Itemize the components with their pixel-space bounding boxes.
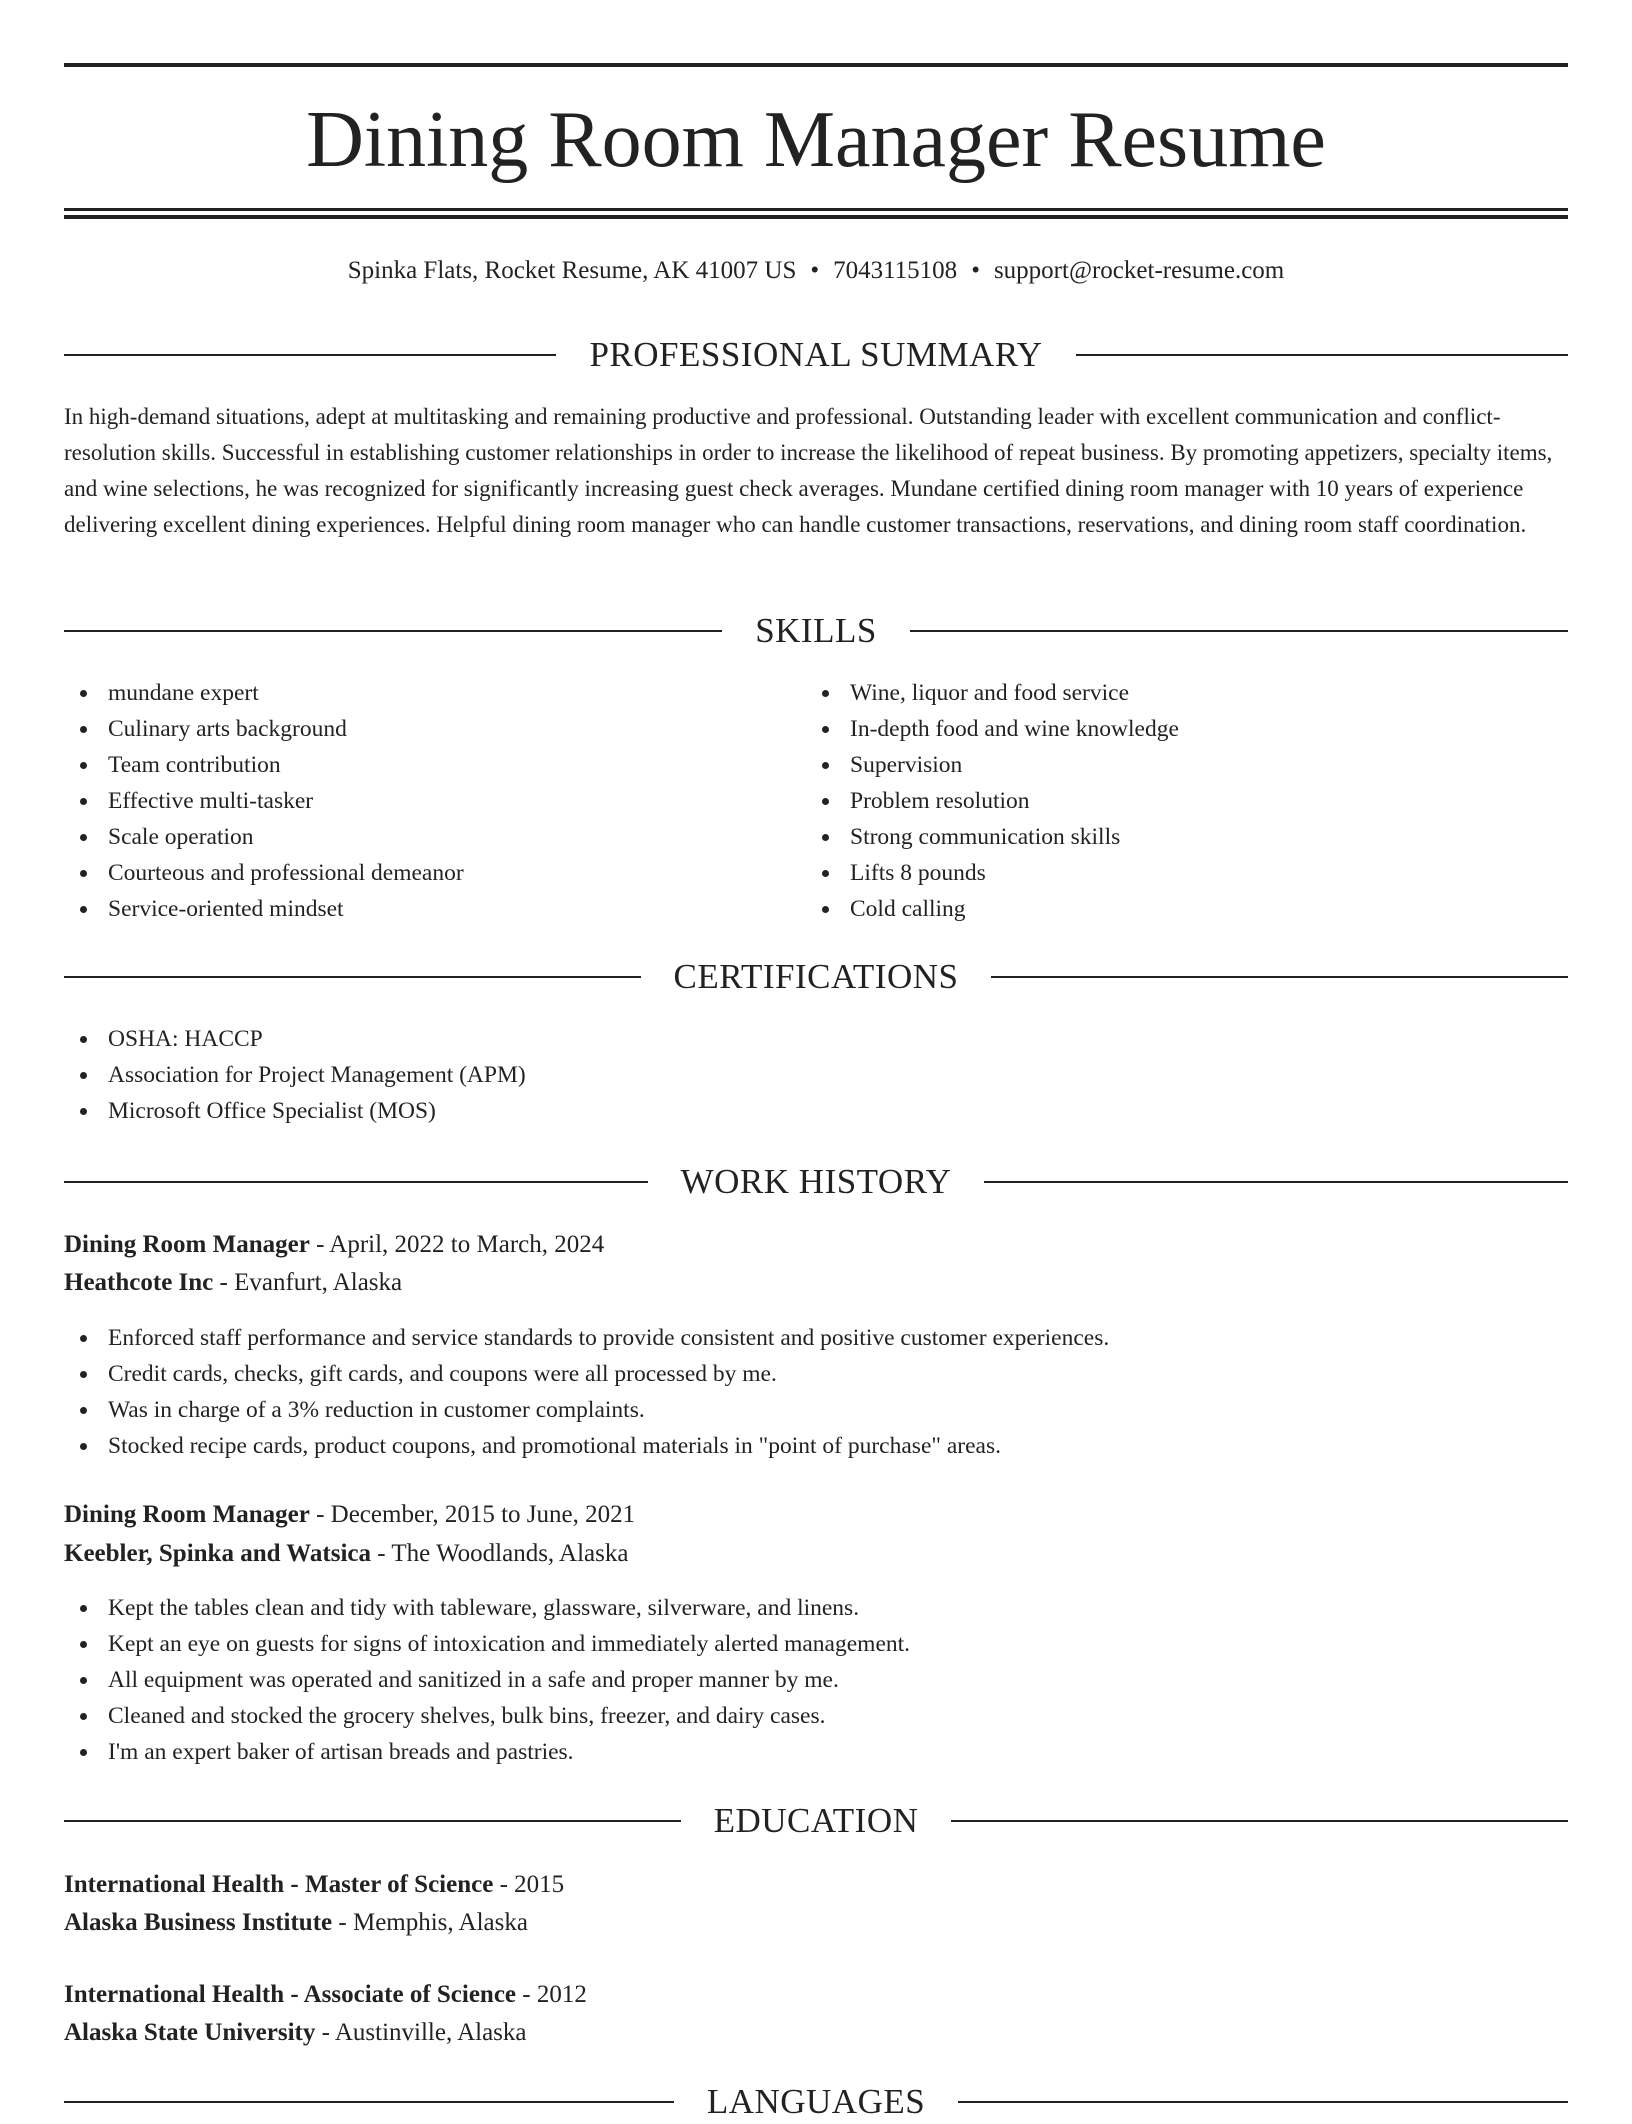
job-bullet: Was in charge of a 3% reduction in customer complaints.	[64, 1392, 1109, 1428]
skills-list-right	[806, 675, 1179, 927]
skill-item: Lifts 8 pounds	[806, 855, 1179, 891]
skill-item: Wine, liquor and food service	[806, 675, 1179, 711]
skill-item: In-depth food and wine knowledge	[806, 711, 1179, 747]
section-header-skills	[64, 609, 1568, 653]
job-bullets	[64, 1320, 1109, 1464]
contact-separator: •	[971, 257, 980, 284]
section-rule	[64, 630, 722, 632]
section-rule	[991, 976, 1568, 978]
education-degree: International Health - Master of Science	[64, 1871, 494, 1898]
section-header-summary	[64, 333, 1568, 377]
section-rule	[64, 1181, 648, 1183]
education-degree-line	[64, 1866, 564, 1904]
job-location: - Evanfurt, Alaska	[213, 1269, 403, 1296]
section-title: EDUCATION	[713, 1801, 919, 1840]
section-rule	[64, 354, 556, 356]
job-company: Keebler, Spinka and Watsica	[64, 1540, 372, 1567]
job-title-line	[64, 1496, 635, 1534]
skill-item: Strong communication skills	[806, 819, 1179, 855]
contact-separator: •	[810, 257, 820, 284]
contact-email[interactable]: support@rocket-resume.com	[993, 257, 1285, 284]
section-rule	[64, 1820, 681, 1822]
skills-list-left	[64, 675, 464, 927]
skill-item: Problem resolution	[806, 783, 1179, 819]
education-location: - Memphis, Alaska	[332, 1909, 528, 1936]
job-bullet: Enforced staff performance and service standards to provide consistent and positive customer experiences.	[64, 1320, 1109, 1356]
job-dates: - December, 2015 to June, 2021	[309, 1501, 636, 1528]
certifications-list	[64, 1021, 526, 1129]
skill-item: Effective multi-tasker	[64, 783, 464, 819]
section-title: SKILLS	[755, 611, 877, 650]
title-rule-lower	[64, 215, 1568, 219]
contact-address: Spinka Flats, Rocket Resume, AK 41007 US	[347, 257, 797, 284]
education-school-line	[64, 2014, 527, 2052]
education-location: - Austinville, Alaska	[315, 2019, 527, 2046]
skill-item: Service-oriented mindset	[64, 891, 464, 927]
section-rule	[1076, 354, 1568, 356]
job-title-line	[64, 1226, 604, 1264]
section-header-work-history	[64, 1160, 1568, 1204]
certification-item: Association for Project Management (APM)	[64, 1057, 526, 1093]
job-bullet: Credit cards, checks, gift cards, and coupons were all processed by me.	[64, 1356, 1109, 1392]
skill-item: Scale operation	[64, 819, 464, 855]
skill-item: Supervision	[806, 747, 1179, 783]
title-rule-upper	[64, 208, 1568, 211]
resume-title: Dining Room Manager Resume	[306, 96, 1326, 184]
education-school-line	[64, 1904, 528, 1942]
job-company-line	[64, 1264, 402, 1302]
certification-item: Microsoft Office Specialist (MOS)	[64, 1093, 526, 1129]
contact-line	[64, 254, 1568, 288]
job-company: Heathcote Inc	[64, 1269, 214, 1296]
section-rule	[910, 630, 1568, 632]
section-header-education	[64, 1799, 1568, 1843]
job-bullet: Cleaned and stocked the grocery shelves, bulk bins, freezer, and dairy cases.	[64, 1698, 910, 1734]
job-bullet: Stocked recipe cards, product coupons, and promotional materials in "point of purchase" areas.	[64, 1428, 1109, 1464]
job-company-line	[64, 1535, 628, 1573]
section-title: CERTIFICATIONS	[673, 957, 959, 996]
job-bullets	[64, 1590, 910, 1770]
skill-item: Culinary arts background	[64, 711, 464, 747]
section-header-certifications	[64, 955, 1568, 999]
skill-item: Courteous and professional demeanor	[64, 855, 464, 891]
section-rule	[958, 2101, 1568, 2103]
section-title: WORK HISTORY	[680, 1162, 952, 1201]
contact-phone[interactable]: 7043115108	[833, 257, 958, 284]
job-bullet: I'm an expert baker of artisan breads and pastries.	[64, 1734, 910, 1770]
certification-item: OSHA: HACCP	[64, 1021, 526, 1057]
education-degree-line	[64, 1976, 587, 2014]
section-rule	[951, 1820, 1568, 1822]
skill-item: Cold calling	[806, 891, 1179, 927]
job-bullet: Kept an eye on guests for signs of intoxication and immediately alerted management.	[64, 1626, 910, 1662]
top-rule	[64, 63, 1568, 67]
job-title: Dining Room Manager	[64, 1501, 310, 1528]
education-degree: International Health - Associate of Science	[64, 1981, 517, 2008]
section-rule	[64, 2101, 674, 2103]
summary-text: In high-demand situations, adept at multitasking and remaining productive and professional. Outstanding leader with excellent communication and conflict-resolution skills. Successful in establishing customer relationships in order to increase the likelihood of repeat business. By promoting appetizers, specialty items, and wine selections, he was recognized for significantly increasing guest check averages. Mundane certified dining room manager with 10 years of experience delivering excellent dining experiences. Helpful dining room manager who can handle customer transactions, reservations, and dining room staff coordination.	[64, 404, 1553, 537]
section-header-languages	[64, 2080, 1568, 2124]
skill-item: Team contribution	[64, 747, 464, 783]
job-bullet: All equipment was operated and sanitized in a safe and proper manner by me.	[64, 1662, 910, 1698]
job-bullet: Kept the tables clean and tidy with tableware, glassware, silverware, and linens.	[64, 1590, 910, 1626]
job-title: Dining Room Manager	[64, 1231, 310, 1258]
education-school: Alaska Business Institute	[64, 1909, 333, 1936]
section-title: PROFESSIONAL SUMMARY	[589, 335, 1043, 374]
job-dates: - April, 2022 to March, 2024	[309, 1231, 605, 1258]
section-rule	[984, 1181, 1568, 1183]
section-rule	[64, 976, 641, 978]
education-school: Alaska State University	[64, 2019, 316, 2046]
section-title: LANGUAGES	[706, 2082, 926, 2121]
education-year: - 2012	[516, 1981, 587, 2008]
education-year: - 2015	[493, 1871, 565, 1898]
skill-item: mundane expert	[64, 675, 464, 711]
job-location: - The Woodlands, Alaska	[371, 1540, 629, 1567]
